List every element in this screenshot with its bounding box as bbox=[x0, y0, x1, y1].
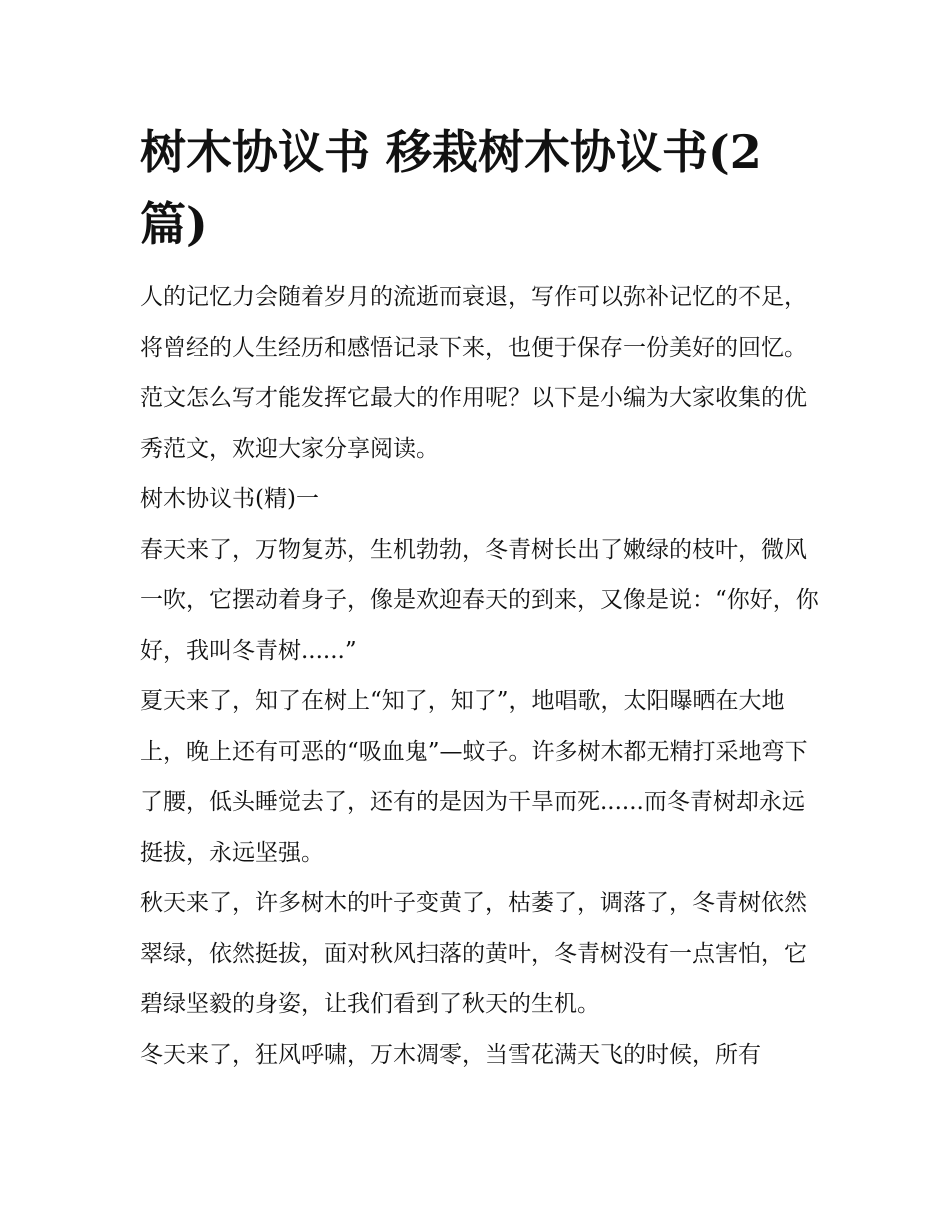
document-title: 树木协议书 移栽树木协议书(2篇) bbox=[140, 125, 762, 251]
paragraph-autumn: 秋天来了，许多树木的叶子变黄了，枯萎了，调落了，冬青树依然翠绿，依然挺拔，面对秋风扫落的黄叶，冬青树没有一点害怕，它碧绿坚毅的身姿，让我们看到了秋天的生机。 bbox=[140, 890, 807, 1017]
paragraph-summer: 夏天来了，知了在树上“知了，知了”，地唱歌，太阳曝晒在大地上，晚上还有可恶的“吸血鬼”—蚊子。许多树木都无精打采地弯下了腰，低头睡觉去了，还有的是因为干旱而死......而冬青树却永远挺拔，永远坚强。 bbox=[140, 688, 808, 866]
intro-paragraph: 人的记忆力会随着岁月的流逝而衰退，写作可以弥补记忆的不足，将曾经的人生经历和感悟记录下来，也便于保存一份美好的回忆。范文怎么写才能发挥它最大的作用呢？以下是小编为大家收集的优秀范文，欢迎大家分享阅读。 bbox=[140, 284, 807, 462]
paragraph-spring: 春天来了，万物复苏，生机勃勃，冬青树长出了嫩绿的枝叶，微风一吹，它摆动着身子，像是欢迎春天的到来，又像是说：“你好，你好，我叫冬青树......” bbox=[140, 536, 819, 664]
section-heading: 树木协议书(精)一 bbox=[140, 486, 319, 512]
paragraph-winter: 冬天来了，狂风呼啸，万木凋零，当雪花满天飞的时候，所有 bbox=[140, 1041, 761, 1068]
document-body bbox=[140, 116, 820, 1080]
